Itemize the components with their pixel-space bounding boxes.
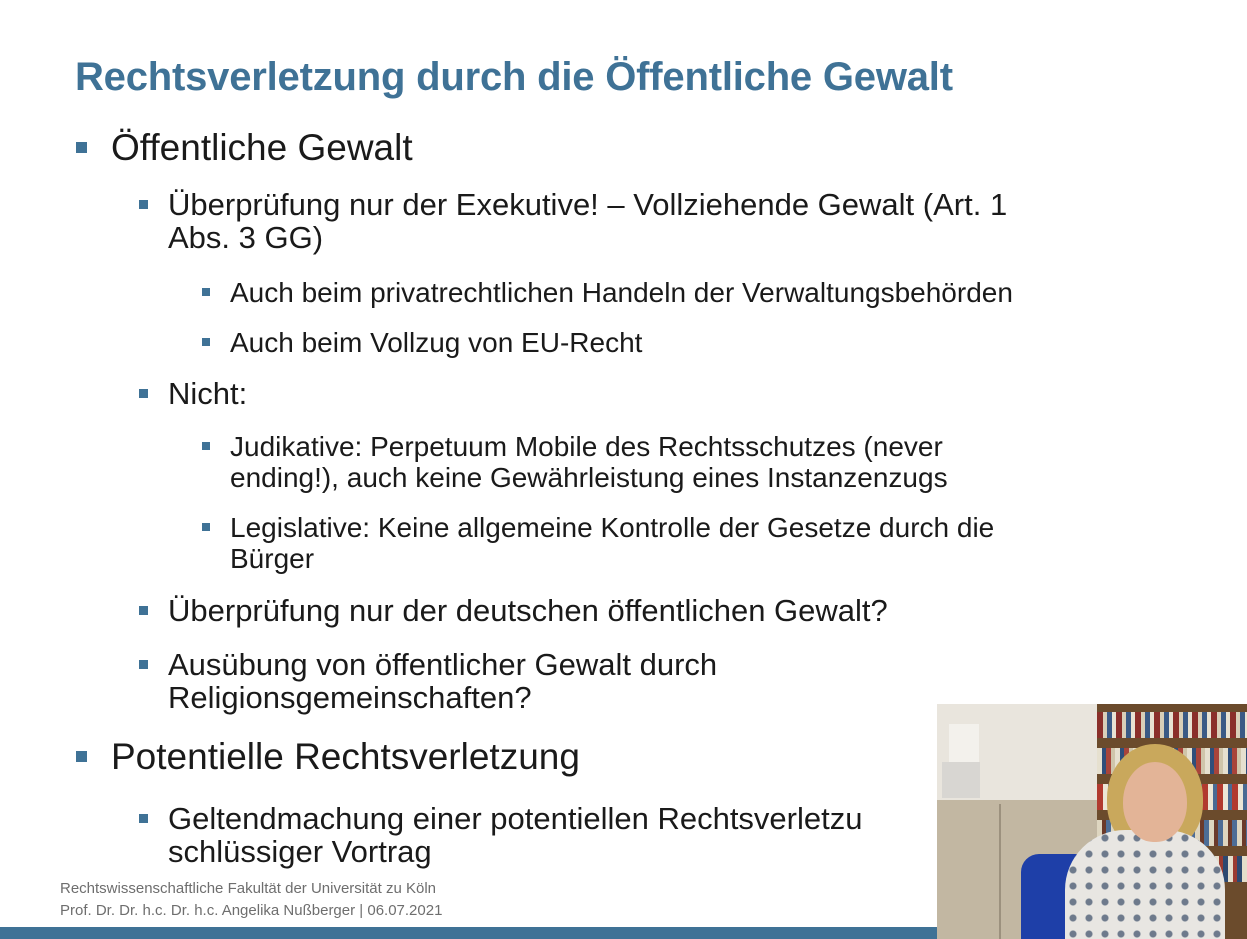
bullet-item-ueberpruefung-exekutive [168, 188, 1128, 254]
slide-title: Rechtsverletzung durch die Öffentliche Gewalt [75, 55, 953, 99]
webcam-cabinet-line [999, 804, 1001, 939]
bullet-item-privatrechtlich [230, 277, 1110, 308]
bullet-item-nicht [168, 377, 1128, 410]
webcam-person-face [1123, 762, 1187, 842]
webcam-video [937, 704, 1247, 939]
bullet-text: Auch beim Vollzug von EU-Recht [230, 327, 643, 358]
bullet-text-line: schlüssiger Vortrag [168, 834, 432, 869]
bullet-text-line: ending!), auch keine Gewährleistung eines Instanzenzugs [230, 462, 948, 493]
bullet-item-judikative [230, 431, 1110, 493]
bullet-text: Potentielle Rechtsverletzung [111, 736, 580, 777]
bullet-marker [139, 389, 148, 398]
bullet-item-legislative [230, 512, 1110, 574]
webcam-books [1097, 712, 1247, 738]
bullet-marker [202, 523, 210, 531]
bullet-item-potentielle-rechtsverletzung [111, 737, 580, 777]
bullet-item-eu-recht [230, 327, 1110, 358]
bullet-text-line: Religionsgemeinschaften? [168, 680, 532, 715]
bullet-marker [139, 606, 148, 615]
bullet-text: Auch beim privatrechtlichen Handeln der Verwaltungsbehörden [230, 277, 1013, 308]
bullet-marker [202, 288, 210, 296]
webcam-binders [942, 762, 980, 798]
bullet-text-line: Ausübung von öffentlicher Gewalt durch [168, 647, 718, 682]
bullet-text-line: Legislative: Keine allgemeine Kontrolle der Gesetze durch die [230, 512, 995, 543]
bullet-text: Nicht: [168, 376, 248, 411]
bullet-text-line: Abs. 3 GG) [168, 220, 324, 255]
bullet-marker [76, 751, 87, 762]
bullet-item-deutsche-gewalt [168, 594, 1128, 627]
bullet-text: Öffentliche Gewalt [111, 127, 413, 168]
footer-faculty: Rechtswissenschaftliche Fakultät der Universität zu Köln [60, 880, 436, 897]
webcam-person-blouse-pattern [1065, 830, 1225, 939]
bullet-text-line: Geltendmachung einer potentiellen Rechtsverletzu [168, 801, 863, 836]
bullet-marker [139, 660, 148, 669]
bullet-text: Überprüfung nur der deutschen öffentlichen Gewalt? [168, 593, 888, 628]
bullet-text-line: Überprüfung nur der Exekutive! – Vollziehende Gewalt (Art. 1 [168, 187, 1008, 222]
bullet-marker [139, 814, 148, 823]
bullet-item-oeffentliche-gewalt [111, 128, 413, 168]
bullet-marker [202, 442, 210, 450]
footer-author-date: Prof. Dr. Dr. h.c. Dr. h.c. Angelika Nußberger | 06.07.2021 [60, 902, 443, 919]
bullet-text-line: Bürger [230, 543, 315, 574]
bullet-text-line: Judikative: Perpetuum Mobile des Rechtsschutzes (never [230, 431, 943, 462]
bullet-marker [139, 200, 148, 209]
bullet-marker [76, 142, 87, 153]
bullet-marker [202, 338, 210, 346]
